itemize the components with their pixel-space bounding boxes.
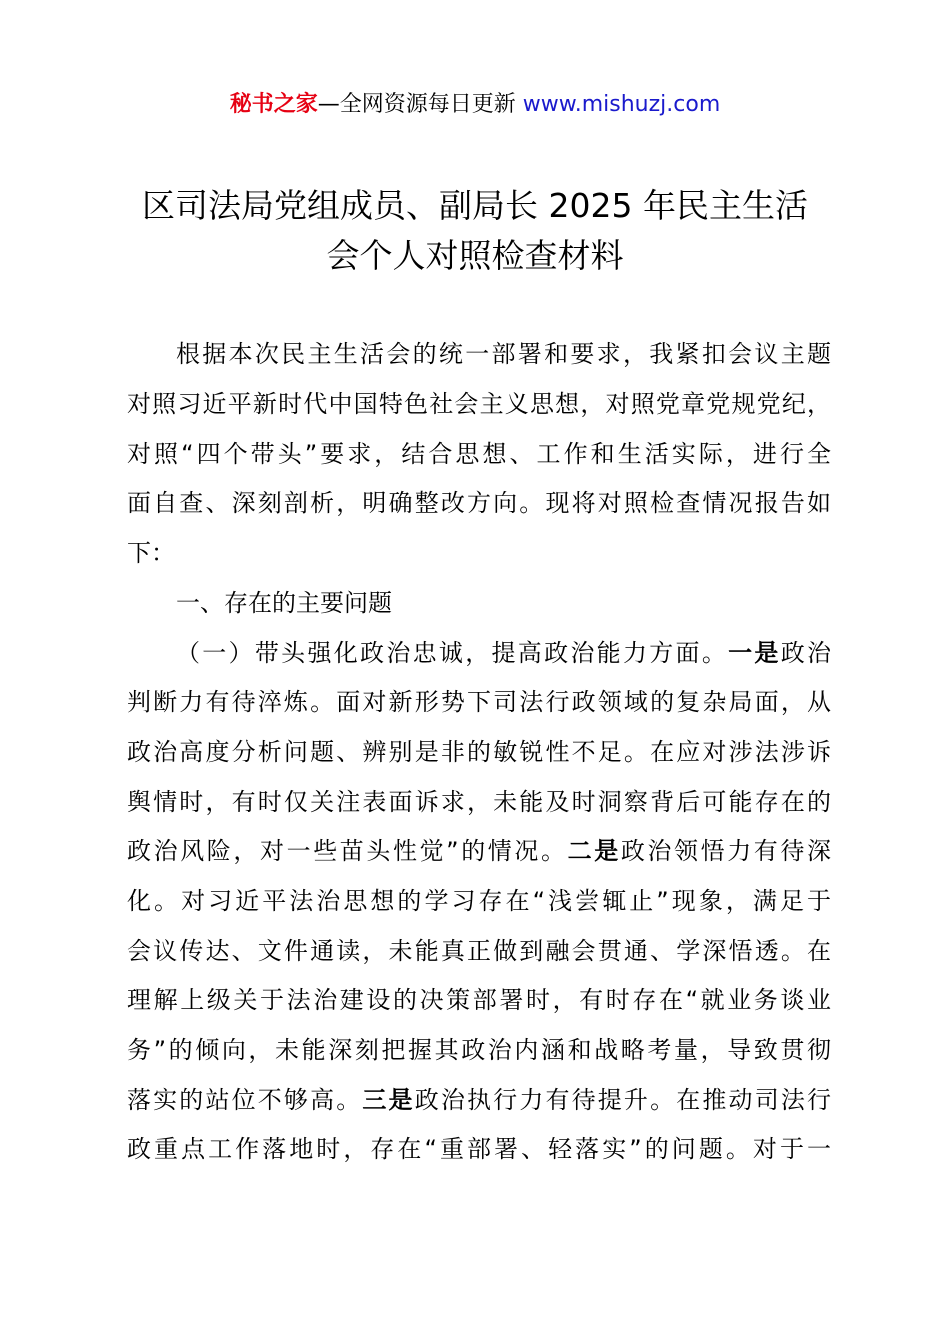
bold-marker: 三是 bbox=[362, 1086, 415, 1114]
body-line: 理解上级关于法治建设的决策部署时，有时存在“就业务谈业 bbox=[127, 986, 831, 1014]
brand-name: 秘书之家 bbox=[229, 92, 318, 117]
body-line bbox=[127, 834, 831, 868]
bold-marker: 一是 bbox=[728, 639, 781, 667]
body-text: 落实的站位不够高。 bbox=[127, 1086, 363, 1114]
body-line: 政重点工作落地时，存在“重部署、轻落实”的问题。对于一 bbox=[127, 1135, 831, 1163]
body-line: 对照习近平新时代中国特色社会主义思想，对照党章党规党纪， bbox=[127, 390, 831, 418]
body-line bbox=[127, 1083, 831, 1117]
body-line: 对照“四个带头”要求，结合思想、工作和生活实际，进行全 bbox=[127, 440, 831, 468]
document-title-line-2: 会个人对照检查材料 bbox=[326, 236, 624, 275]
body-line: 政治高度分析问题、辨别是非的敏锐性不足。在应对涉法涉诉 bbox=[127, 738, 831, 766]
body-text: 政治 bbox=[780, 639, 832, 667]
body-line: 下： bbox=[127, 539, 175, 567]
body-line: 面自查、深刻剖析，明确整改方向。现将对照检查情况报告如 bbox=[127, 489, 831, 517]
subsection-heading: （一）带头强化政治忠诚，提高政治能力方面。 bbox=[176, 639, 729, 667]
document-title-line-1: 区司法局党组成员、副局长 2025 年民主生活 bbox=[142, 186, 808, 225]
body-line: 化。对习近平法治思想的学习存在“浅尝辄止”现象，满足于 bbox=[127, 887, 831, 915]
body-line: 务”的倾向，未能深刻把握其政治内涵和战略考量，导致贯彻 bbox=[127, 1036, 831, 1064]
header-tagline: —全网资源每日更新 bbox=[317, 92, 523, 117]
site-header bbox=[0, 88, 950, 122]
body-line: 根据本次民主生活会的统一部署和要求，我紧扣会议主题 bbox=[176, 340, 831, 368]
body-text: 政治风险，对一些苗头性觉”的情况。 bbox=[127, 837, 568, 865]
body-line bbox=[176, 636, 831, 670]
site-url-link[interactable]: www.mishuzj.com bbox=[522, 92, 721, 117]
bold-marker: 二是 bbox=[567, 837, 621, 865]
body-text: 政治执行力有待提升。在推动司法行 bbox=[414, 1086, 832, 1114]
body-line: 判断力有待淬炼。面对新形势下司法行政领域的复杂局面，从 bbox=[127, 688, 831, 716]
body-line: 会议传达、文件通读，未能真正做到融会贯通、学深悟透。在 bbox=[127, 937, 831, 965]
body-text: 政治领悟力有待深 bbox=[620, 837, 832, 865]
body-line: 舆情时，有时仅关注表面诉求，未能及时洞察背后可能存在的 bbox=[127, 788, 831, 816]
section-heading: 一、存在的主要问题 bbox=[176, 589, 392, 617]
